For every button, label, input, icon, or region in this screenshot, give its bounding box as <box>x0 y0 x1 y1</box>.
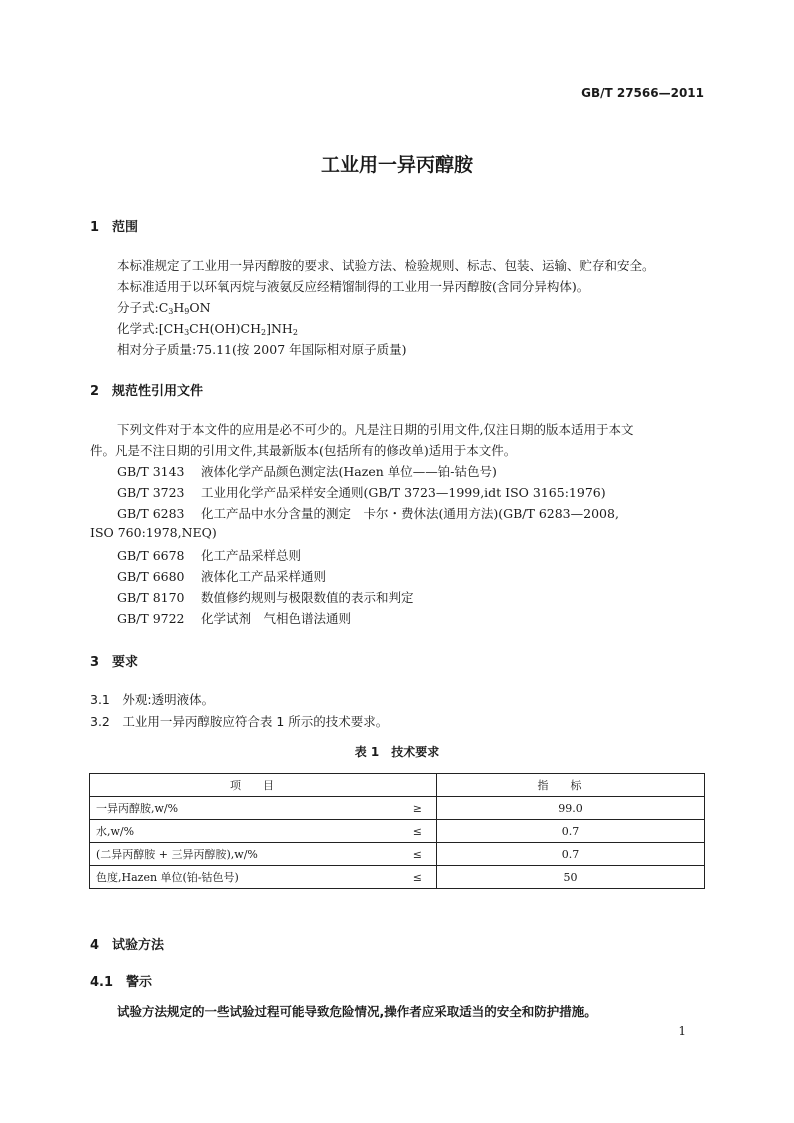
reference-item <box>117 483 606 501</box>
reference-code: GB/T 6680 <box>117 569 185 584</box>
section-number: 1 <box>90 220 100 235</box>
row-item: (二异丙醇胺 + 三异丙醇胺),w/% <box>90 843 357 866</box>
table-caption: 表 1 技术要求 <box>354 745 440 759</box>
row-value: 99.0 <box>437 797 705 820</box>
reference-item <box>117 609 351 627</box>
section-number: 2 <box>90 384 100 399</box>
reference-item <box>117 546 301 564</box>
row-operator: ≤ <box>356 843 437 866</box>
table-row <box>90 797 705 820</box>
chemical-formula <box>117 319 298 337</box>
reference-code: GB/T 8170 <box>117 590 185 605</box>
section-2-heading <box>90 380 203 399</box>
section-number: 4 <box>90 938 100 953</box>
document-title: 工业用一异丙醇胺 <box>320 154 473 176</box>
standard-number: GB/T 27566—2011 <box>581 86 704 100</box>
row-operator: ≥ <box>356 797 437 820</box>
technical-requirements-table <box>89 773 705 889</box>
section-number: 3 <box>90 655 100 670</box>
reference-item-continuation: ISO 760:1978,NEQ) <box>90 525 217 540</box>
reference-code: GB/T 9722 <box>117 611 185 626</box>
section-title: 范围 <box>112 220 139 235</box>
reference-code: GB/T 6283 <box>117 506 185 521</box>
section-3-heading <box>90 651 138 670</box>
row-value: 0.7 <box>437 843 705 866</box>
section-title: 规范性引用文件 <box>112 384 204 399</box>
clause-3-2: 3.2 工业用一异丙醇胺应符合表 1 所示的技术要求。 <box>90 714 389 729</box>
section-4-heading <box>90 934 164 953</box>
section-1-heading <box>90 216 138 235</box>
reference-title: 数值修约规则与极限数值的表示和判定 <box>201 590 414 605</box>
chem-a: [CH <box>158 321 185 336</box>
reference-title: 化学试剂 气相色谱法通则 <box>201 611 352 626</box>
reference-title: 化工产品采样总则 <box>201 548 302 563</box>
section-title: 要求 <box>112 655 139 670</box>
chem-label: 化学式: <box>117 321 159 336</box>
formula-rest: ON <box>189 300 211 315</box>
formula-h-count: 9 <box>184 307 190 316</box>
reference-item <box>117 462 497 480</box>
references-intro-line-2: 件。凡是不注日期的引用文件,其最新版本(包括所有的修改单)适用于本文件。 <box>90 443 517 458</box>
table-header-value: 指标 <box>437 774 705 797</box>
reference-title: 化工产品中水分含量的测定 卡尔・费休法(通用方法)(GB/T 6283—2008, <box>201 506 619 521</box>
formula-c-count: 3 <box>168 307 174 316</box>
reference-item <box>117 567 326 585</box>
table-row <box>90 843 705 866</box>
chem-b: CH(OH)CH <box>189 321 261 336</box>
formula-label: 分子式: <box>117 300 159 315</box>
clause-4-1-heading: 4.1 警示 <box>90 975 153 990</box>
relative-molecular-mass: 相对分子质量:75.11(按 2007 年国际相对原子质量) <box>117 342 407 357</box>
chem-b-count: 2 <box>261 328 267 337</box>
formula-c: C <box>158 300 169 315</box>
table-header-item: 项目 <box>90 774 437 797</box>
molecular-formula <box>117 298 211 316</box>
reference-code: GB/T 3143 <box>117 464 185 479</box>
table-row <box>90 866 705 889</box>
row-operator: ≤ <box>356 866 437 889</box>
reference-code: GB/T 6678 <box>117 548 185 563</box>
reference-title: 工业用化学产品采样安全通则(GB/T 3723—1999,idt ISO 3165:1976) <box>201 485 606 500</box>
safety-warning: 试验方法规定的一些试验过程可能导致危险情况,操作者应采取适当的安全和防护措施。 <box>117 1004 597 1019</box>
reference-code: GB/T 3723 <box>117 485 185 500</box>
reference-item <box>117 504 619 522</box>
reference-title: 液体化工产品采样通则 <box>201 569 327 584</box>
references-intro-line-1: 下列文件对于本文件的应用是必不可少的。凡是注日期的引用文件,仅注日期的版本适用于本文 <box>117 422 634 437</box>
row-operator: ≤ <box>356 820 437 843</box>
reference-item <box>117 588 414 606</box>
page-number: 1 <box>678 1024 686 1038</box>
row-item: 色度,Hazen 单位(铂-钴色号) <box>90 866 357 889</box>
formula-h: H <box>173 300 185 315</box>
clause-3-1: 3.1 外观:透明液体。 <box>90 692 215 707</box>
scope-paragraph-1: 本标准规定了工业用一异丙醇胺的要求、试验方法、检验规则、标志、包装、运输、贮存和安全。 <box>117 258 655 273</box>
reference-title: 液体化学产品颜色测定法(Hazen 单位——铂-钴色号) <box>201 464 497 479</box>
row-item: 一异丙醇胺,w/% <box>90 797 357 820</box>
table-header-row <box>90 774 705 797</box>
chem-c-count: 2 <box>292 328 298 337</box>
row-value: 50 <box>437 866 705 889</box>
table-row <box>90 820 705 843</box>
chem-c: ]NH <box>266 321 293 336</box>
scope-paragraph-2: 本标准适用于以环氧丙烷与液氨反应经精馏制得的工业用一异丙醇胺(含同分异构体)。 <box>117 279 590 294</box>
row-item: 水,w/% <box>90 820 357 843</box>
section-title: 试验方法 <box>112 938 165 953</box>
row-value: 0.7 <box>437 820 705 843</box>
chem-a-count: 3 <box>184 328 190 337</box>
